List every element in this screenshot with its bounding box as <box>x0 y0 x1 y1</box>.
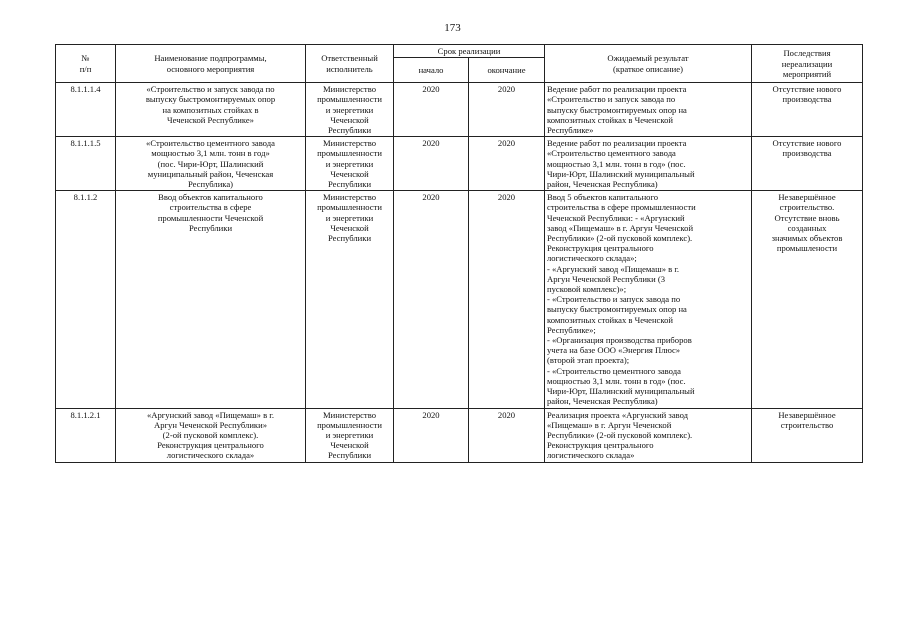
row-name: «Строительство и запуск завода по выпуску быстромонтируемых опор на композитных стойках в Чеченской Республике» <box>116 83 306 137</box>
row-executor: Министерство промышленности и энергетики Чеченской Республики <box>306 137 394 191</box>
row-num: 8.1.1.1.4 <box>56 83 116 137</box>
row-effects: Незавершённое строительство. Отсутствие вновь созданных значимых объектов промышлености <box>752 191 863 408</box>
row-executor: Министерство промышленности и энергетики Чеченской Республики <box>306 83 394 137</box>
row-effects: Отсутствие нового производства <box>752 83 863 137</box>
row-start: 2020 <box>394 408 469 462</box>
row-name: «Аргунский завод «Пищемаш» в г. Аргун Чеченской Республики» (2-ой пусковой комплекс). Реконструкция центрального логистического склада» <box>116 408 306 462</box>
row-num: 8.1.1.1.5 <box>56 137 116 191</box>
row-start: 2020 <box>394 83 469 137</box>
row-end: 2020 <box>469 408 545 462</box>
row-name: Ввод объектов капитального строительства в сфере промышленности Чеченской Республики <box>116 191 306 408</box>
row-num: 8.1.1.2 <box>56 191 116 408</box>
header-name: Наименование подпрограммы, основного мероприятия <box>116 45 306 83</box>
row-end: 2020 <box>469 191 545 408</box>
row-start: 2020 <box>394 137 469 191</box>
row-result: Реализация проекта «Аргунский завод «Пищемаш» в г. Аргун Чеченской Республики» (2-ой пусковой комплекс). Реконструкция центрального логистического склада» <box>545 408 752 462</box>
row-effects: Отсутствие нового производства <box>752 137 863 191</box>
header-executor: Ответственный исполнитель <box>306 45 394 83</box>
row-end: 2020 <box>469 83 545 137</box>
row-effects: Незавершённое строительство <box>752 408 863 462</box>
row-executor: Министерство промышленности и энергетики Чеченской Республики <box>306 191 394 408</box>
header-start: начало <box>394 58 469 83</box>
table-row <box>56 137 863 191</box>
table-row <box>56 191 863 408</box>
measures-table <box>55 44 863 463</box>
row-result: Ведение работ по реализации проекта «Строительство и запуск завода по выпуску быстромонтируемых опор на композитных стойках в Чеченской Республике» <box>545 83 752 137</box>
table-row <box>56 408 863 462</box>
header-result: Ожидаемый результат (краткое описание) <box>545 45 752 83</box>
row-name: «Строительство цементного завода мощностью 3,1 млн. тонн в год» (пос. Чири-Юрт, Шалинский муниципальный район, Чеченская Республика) <box>116 137 306 191</box>
header-term: Срок реализации <box>394 45 545 58</box>
header-effects: Последствия нереализации мероприятий <box>752 45 863 83</box>
row-end: 2020 <box>469 137 545 191</box>
row-start: 2020 <box>394 191 469 408</box>
row-num: 8.1.1.2.1 <box>56 408 116 462</box>
table-row <box>56 83 863 137</box>
row-result: Ввод 5 объектов капитального строительства в сфере промышленности Чеченской Республики: - «Аргунский завод «Пищемаш» в г. Аргун Чеченской Республики» (2-ой пусковой комплекс). Реконструкция центрального логистического склада»; - «Аргунский завод «Пищемаш» в г. Аргун Чеченской Республики (3 пусковой комплекс)»; - «Строительство и запуск завода по выпуску быстромонтируемых опор на композитных стойках в Чеченской Республике»; - «Организация производства приборов учета на базе ООО «Энергия Плюс» (второй этап проекта); - «Строительство цементного завода мощностью 3,1 млн. тонн в год» (пос. Чири-Юрт, Шалинский муниципальный район, Чеченская Республика) <box>545 191 752 408</box>
header-num: № п/п <box>56 45 116 83</box>
row-executor: Министерство промышленности и энергетики Чеченской Республики <box>306 408 394 462</box>
row-result: Ведение работ по реализации проекта «Строительство цементного завода мощностью 3,1 млн. тонн в год» (пос. Чири-Юрт, Шалинский муниципальный район, Чеченская Республика) <box>545 137 752 191</box>
header-row-1 <box>56 45 863 58</box>
page-number: 173 <box>444 22 461 34</box>
header-end: окончание <box>469 58 545 83</box>
